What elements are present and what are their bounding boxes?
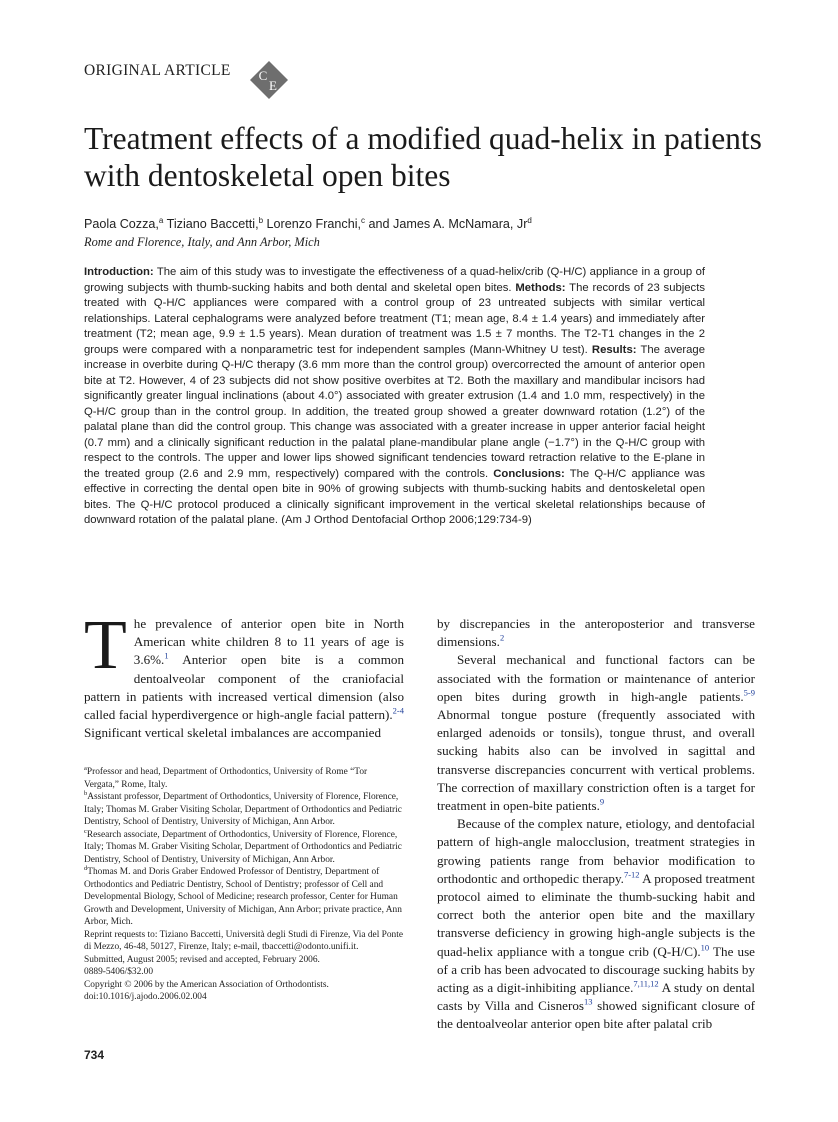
- abstract-results: The average increase in overbite during Q-H/C therapy (3.6 mm more than the control group) overcorrected the amount of anterior open bite at T2. However, 4 of 23 subjects did not show positive overbites at T2. Both the maxillary and mandibular incisors had significantly greater lingual inclinations (about 4.0°) associated with greater extrusion (1.4 and 1.0 mm, respectively) in the Q-H/C group than in the control group. In addition, the treated group showed a greater downward rotation (1.2°) of the palatal plane than did the control group. This change was associated with a greater increase in upper anterior facial height (0.7 mm) and a clinically significant reduction in the palatal plane-mandibular plane angle (−1.7°) in the Q-H/C group with respect to the controls. The upper and lower lips showed significant tendencies toward retraction relative to the E-plane in the treated group (2.6 and 2.9 mm, respectively) compared with the controls.: [84, 343, 705, 480]
- body-text: A proposed treatment protocol aimed to eliminate the thumb-sucking habit and correct both the anterior open bite and the maxillary transverse deficiency in growing high-angle subjects is the quad-helix appliance with a tongue crib (Q-H/C).: [437, 870, 755, 959]
- body-paragraph: [84, 607, 404, 742]
- abstract-methods: The records of 23 subjects treated with Q-H/C appliances were compared with a control group of 23 untreated subjects with similar vertical relationships. Lateral cephalograms were analyzed before treatment (T1; mean age, 8.4 ± 1.4 years) and immediately after treatment (T2; mean age, 9.9 ± 1.5 years). Mean duration of treatment was 1.5 ± 7 months. The T2-T1 changes in the 2 groups were compared with a nonparametric test for independent samples (Mann-Whitney U test).: [84, 281, 705, 356]
- drop-cap: T: [84, 607, 127, 684]
- footnotes: [84, 766, 404, 1004]
- body-text: Several mechanical and functional factors can be associated with the formation or maintenance of anterior open bites during growth in high-angle patients.: [437, 652, 755, 704]
- issn-price: 0889-5406/$32.00: [84, 967, 154, 977]
- author-name: and James A. McNamara, Jr: [368, 217, 528, 232]
- body-text: A study on dental casts by Villa and Cisneros: [437, 980, 755, 1014]
- doi: doi:10.1016/j.ajodo.2006.02.004: [84, 992, 207, 1002]
- body-text: Significant vertical skeletal imbalances are accompanied: [84, 725, 382, 741]
- author-name: Paola Cozza,: [84, 217, 159, 232]
- author-list: [84, 216, 532, 231]
- body-column-left: [84, 607, 404, 742]
- body-text: Anterior open bite is a common dentoalveolar component of the craniofacial pattern in patients with increased vertical dimension (also called facial hyperdivergence or high-angle facial pattern).: [84, 652, 404, 723]
- author-name: Tiziano Baccetti,: [166, 217, 259, 232]
- abstract-label-introduction: Introduction:: [84, 266, 154, 278]
- author-affiliation: Rome and Florence, Italy, and Ann Arbor, Mich: [84, 235, 320, 249]
- body-text: The use of a crib has been advocated to discourage sucking habits by acting as a digit-inhibiting appliance.: [437, 943, 755, 996]
- footnote-mark: a: [84, 764, 87, 772]
- reference-link[interactable]: 5-9: [743, 687, 755, 698]
- reference-link[interactable]: 2: [499, 632, 505, 643]
- author-mark: d: [527, 216, 532, 225]
- body-paragraph: [437, 815, 755, 1033]
- footnote-text: Thomas M. and Doris Graber Endowed Professor of Dentistry, Department of Orthodontics and Pediatric Dentistry, School of Dentistry; professor of Cell and Developmental Biology, School of Medicine; research professor, Center for Human Growth and Development, University of Michigan, Ann Arbor; private practice, Ann Arbor, Mich.: [84, 867, 402, 927]
- reprint-requests: Reprint requests to: Tiziano Baccetti, Università degli Studi di Firenze, Via del Ponte di Mezzo, 46-48, 50127, Firenze, Italy; e-mail, tbaccetti@odonto.unifi.it.: [84, 929, 404, 952]
- article-title: Treatment effects of a modified quad-helix in patients with dentoskeletal open bites: [84, 121, 762, 193]
- abstract-label-methods: Methods:: [515, 281, 566, 294]
- copyright: Copyright © 2006 by the American Association of Orthodontists.: [84, 979, 329, 990]
- author-mark: a: [158, 216, 164, 225]
- body-text: Abnormal tongue posture (frequently associated with enlarged adenoids or tonsils), tongue thrust, and overall sucking habits also can be involved in sagittal and transverse discrepancies concurrent with vertical problems. The correction of maxillary constriction often is a target for treatment in open-bite patients.: [437, 707, 755, 814]
- author-name: Lorenzo Franchi,: [266, 217, 362, 232]
- abstract: [84, 265, 705, 529]
- section-label: ORIGINAL ARTICLE: [84, 62, 231, 79]
- footnote: [84, 766, 404, 791]
- reference-link[interactable]: 1: [164, 651, 169, 662]
- reference-link[interactable]: 7,11,12: [633, 978, 659, 989]
- author-mark: b: [258, 216, 264, 225]
- badge-letter-e: E: [269, 78, 277, 93]
- footnote: [84, 791, 404, 829]
- abstract-label-results: Results:: [591, 343, 637, 356]
- submission-dates: Submitted, August 2005; revised and accepted, February 2006.: [84, 954, 320, 965]
- page-number: 734: [84, 1048, 105, 1062]
- reference-link[interactable]: 7-12: [623, 869, 640, 880]
- abstract-introduction: The aim of this study was to investigate the effectiveness of a quad-helix/crib (Q-H/C) appliance in a group of growing subjects with thumb-sucking habits and both dental and skeletal open bites.: [84, 266, 706, 294]
- body-text: Because of the complex nature, etiology, and dentofacial pattern of high-angle malocclusion, treatment strategies in growing patients range from behavior modification to orthodontic and orthopedic therapy.: [437, 816, 755, 886]
- footnote-mark: d: [84, 864, 88, 872]
- reference-link[interactable]: 2-4: [392, 705, 404, 716]
- footnote-text: Professor and head, Department of Orthodontics, University of Rome “Tor Vergata,” Rome, Italy.: [84, 767, 368, 790]
- abstract-label-conclusions: Conclusions:: [493, 467, 565, 480]
- footnote: [84, 829, 404, 867]
- footnote: [84, 866, 404, 929]
- body-paragraph: [437, 615, 755, 651]
- footnote-text: Research associate, Department of Orthodontics, University of Florence, Florence, Italy; Thomas M. Graber Visiting Scholar, Department of Orthodontics and Pediatric Dentistry, School of Dentistry, University of Michigan, Ann Arbor.: [84, 829, 402, 865]
- body-text: he prevalence of anterior open bite in North American white children 8 to 11 years of age is 3.6%.: [133, 616, 404, 668]
- footnote-mark: b: [84, 789, 88, 797]
- body-text: showed significant closure of the dentoalveolar anterior open bite after palatal crib: [437, 998, 755, 1032]
- body-column-right: [437, 615, 755, 1034]
- reference-link[interactable]: 10: [700, 942, 710, 953]
- badge-letter-c: C: [258, 68, 268, 83]
- body-paragraph: [437, 651, 755, 815]
- body-text: by discrepancies in the anteroposterior and transverse dimensions.: [437, 616, 755, 650]
- reference-link[interactable]: 13: [583, 996, 593, 1007]
- reference-link[interactable]: 9: [599, 796, 605, 807]
- footnote-mark: c: [84, 827, 87, 835]
- ce-badge-icon: [249, 60, 289, 100]
- author-mark: c: [361, 216, 366, 225]
- abstract-conclusions: The Q-H/C appliance was effective in correcting the dental open bite in 90% of growing subjects with thumb-sucking habits and dentoskeletal open bites. The Q-H/C protocol produced a clinically significant improvement in the vertical skeletal relationships because of downward rotation of the palatal plane. (Am J Orthod Dentofacial Orthop 2006;129:734-9): [84, 467, 706, 526]
- footnote-text: Assistant professor, Department of Orthodontics, University of Florence, Florence, Italy; Thomas M. Graber Visiting Scholar, Department of Orthodontics and Pediatric Dentistry, School of Dentistry, University of Michigan, Ann Arbor.: [84, 792, 402, 827]
